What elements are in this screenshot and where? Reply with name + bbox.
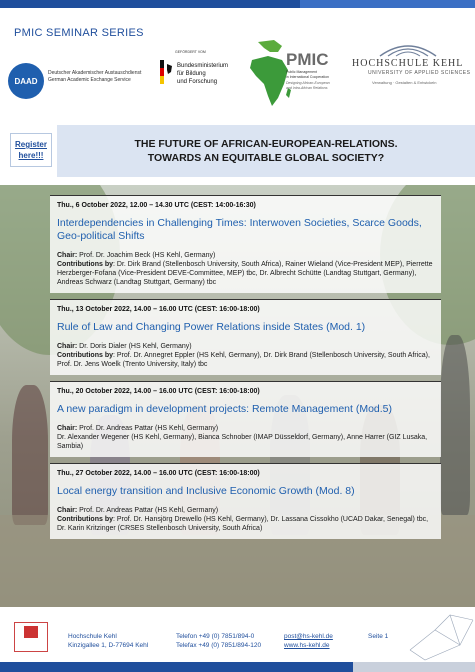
session-title: Rule of Law and Changing Power Relations inside States (Mod. 1) bbox=[57, 321, 366, 333]
session-title: Interdependencies in Challenging Times: Interwoven Societies, Scarce Goods, Geo-political Shifts bbox=[57, 217, 422, 242]
session-title: A new paradigm in development projects: Remote Management (Mod.5) bbox=[57, 403, 393, 415]
footer-contact bbox=[284, 632, 333, 650]
title-banner bbox=[57, 125, 475, 177]
session-chair: Chair: Prof. Dr. Joachim Beck (HS Kehl, Germany) bbox=[57, 252, 216, 259]
series-label: PMIC SEMINAR SERIES bbox=[14, 27, 144, 39]
pmic-logo-title: PMIC bbox=[286, 50, 329, 69]
session-contributors: Contributions by: Prof. Dr. Hansjörg Drewello (HS Kehl, Germany), Dr. Lassana Cissokho (UCAD Dakar, Senegal) tbc, Dr. Karin Kritzinger (CRSES Stellenbosch University, South Africa) bbox=[57, 516, 429, 532]
session-card bbox=[50, 195, 441, 293]
hochschule-kehl-name: HOCHSCHULE KEHL bbox=[352, 58, 464, 69]
session-chair: Chair: Dr. Doris Dialer (HS Kehl, Germany) bbox=[57, 343, 192, 350]
register-link[interactable]: Register here!!! bbox=[10, 133, 52, 167]
footer-accent-bar bbox=[0, 662, 353, 672]
network-graphic-icon bbox=[405, 610, 475, 662]
session-contributors: Contributions by: Prof. Dr. Annegret Eppler (HS Kehl, Germany), Dr. Dirk Brand (Stellenbosch University, South Africa), Prof. Dr. Jens Woelk (Trento University, Italy) tbc bbox=[57, 352, 430, 368]
session-date: Thu., 20 October 2022, 14.00 – 16.00 UTC (CEST: 16:00-18:00) bbox=[57, 388, 260, 395]
top-accent-bar bbox=[0, 0, 475, 8]
partner-logos bbox=[0, 40, 475, 112]
pmic-logo-tagline: Designing African-European and Intra-African Relations bbox=[286, 81, 330, 90]
session-card bbox=[50, 299, 441, 375]
session-date: Thu., 13 October 2022, 14.00 – 16.00 UTC (CEST: 16:00-18:00) bbox=[57, 306, 260, 313]
daad-name: Deutscher Akademischer Austauschdienst German Academic Exchange Service bbox=[48, 70, 142, 83]
page-footer bbox=[0, 610, 475, 672]
footer-accent-bar-segment bbox=[353, 662, 475, 672]
session-list bbox=[50, 195, 441, 539]
daad-logo: DAAD bbox=[8, 63, 44, 99]
page-number: Seite 1 bbox=[368, 633, 389, 640]
session-card bbox=[50, 463, 441, 539]
bmbf-name: Bundesministerium für Bildung und Forschung bbox=[177, 63, 229, 85]
bmbf-funded-by: GEFÖRDERT VOM bbox=[175, 50, 206, 54]
session-card bbox=[50, 381, 441, 457]
website-link[interactable]: www.hs-kehl.de bbox=[284, 642, 330, 649]
hochschule-kehl-tagline: Verwaltung · Gestalten & Entwickeln bbox=[372, 80, 437, 85]
hochschule-kehl-arc-icon bbox=[378, 40, 438, 58]
pmic-logo-subtitle: Public Management in International Cooperation bbox=[286, 70, 330, 79]
session-chair: Chair: Prof. Dr. Andreas Pattar (HS Kehl, Germany) bbox=[57, 425, 219, 432]
footer-phone: Telefon +49 (0) 7851/894-0 Telefax +49 (0) 7851/894-120 bbox=[176, 633, 262, 649]
email-link[interactable]: post@hs-kehl.de bbox=[284, 633, 333, 640]
session-chair: Chair: Prof. Dr. Andreas Pattar (HS Kehl, Germany) bbox=[57, 507, 219, 514]
german-eagle-flag-icon bbox=[160, 60, 174, 84]
hochschule-kehl-subtitle: UNIVERSITY OF APPLIED SCIENCES bbox=[368, 70, 471, 76]
event-title: THE FUTURE OF AFRICAN-EUROPEAN-RELATIONS. TOWARDS AN EQUITABLE GLOBAL SOCIETY? bbox=[134, 138, 398, 164]
session-date: Thu., 6 October 2022, 12.00 – 14.30 UTC (CEST: 14:00-16:30) bbox=[57, 202, 256, 209]
session-contributors: Dr. Alexander Wegener (HS Kehl, Germany), Bianca Schnober (IMAP Düsseldorf, Germany), Anne Harrer (GIZ Lusaka, Sambia) bbox=[57, 434, 428, 450]
session-date: Thu., 27 October 2022, 14.00 – 16.00 UTC (CEST: 16:00-18:00) bbox=[57, 470, 260, 477]
session-contributors: Contributions by: Dr. Dirk Brand (Stellenbosch University, South Africa), Rainer Wieland (Vice-President MEP), Pierrette Herzberger-Fofana (Vice-President DEVE-Committee, MEP) tbc, Dr. Albrecht Schütte (Landtag Stuttgart, Germany), Andreas Schwarz (Landtag Stuttgart, Germany) tbc bbox=[57, 261, 433, 286]
certification-mark-icon bbox=[24, 626, 38, 638]
top-accent-bar-segment bbox=[300, 0, 475, 8]
session-title: Local energy transition and Inclusive Economic Growth (Mod. 8) bbox=[57, 485, 355, 497]
certification-logo bbox=[14, 622, 48, 652]
footer-address: Hochschule Kehl Kinzigallee 1, D-77694 Kehl bbox=[68, 633, 149, 649]
